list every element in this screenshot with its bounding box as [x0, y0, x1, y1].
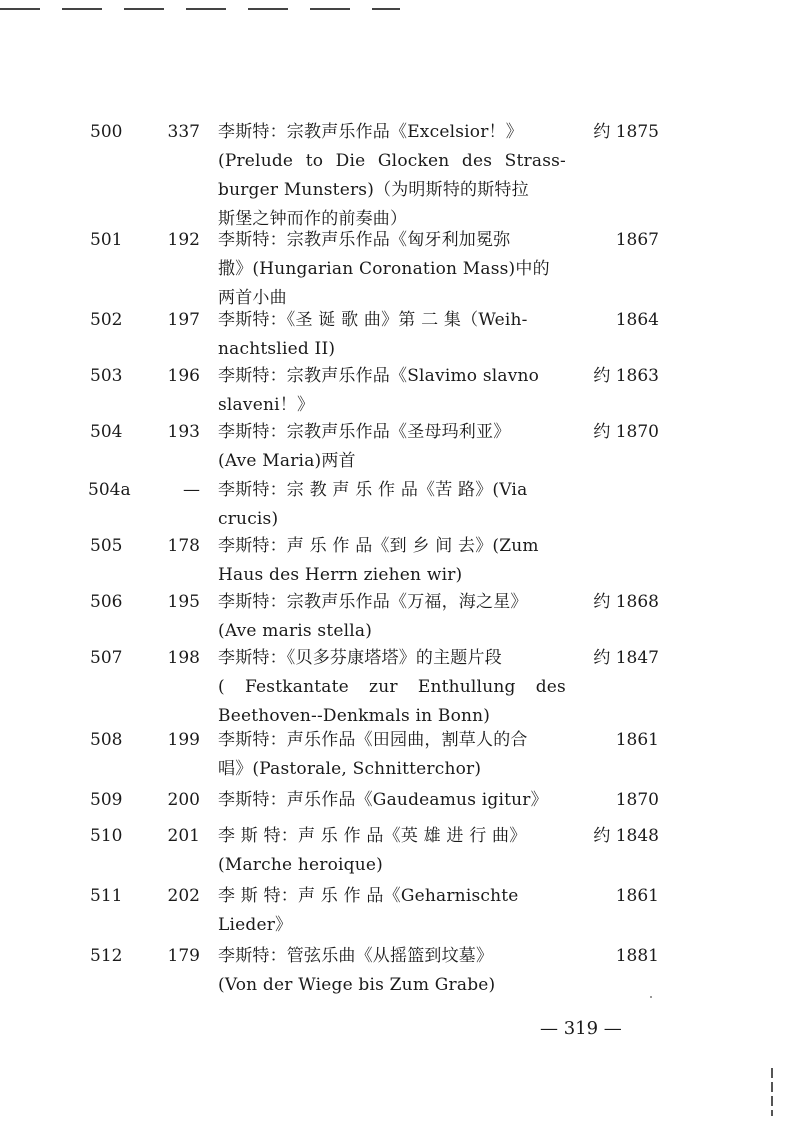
- reference-number: 198: [167, 648, 200, 668]
- description-line: (Ave Maria)两首: [218, 451, 356, 471]
- entry-year: 约 1863: [593, 366, 659, 386]
- entry-year: 约 1847: [593, 648, 659, 668]
- entry-description: [218, 476, 566, 534]
- entry-description: [218, 822, 566, 880]
- entry-description: [218, 942, 566, 1000]
- entry-description: [218, 362, 566, 420]
- reference-number: 196: [167, 366, 200, 386]
- entry-number: 511: [90, 886, 123, 906]
- entry-description: [218, 882, 566, 940]
- reference-number: 197: [167, 310, 200, 330]
- description-line: 李斯特：宗教声乐作品《Excelsior！》: [218, 122, 523, 142]
- entry-year: 1861: [615, 886, 659, 906]
- entry-year: 约 1868: [593, 592, 659, 612]
- entry-number: 505: [90, 536, 123, 556]
- entry-year: 约 1848: [593, 826, 659, 846]
- entry-description: [218, 418, 566, 476]
- description-line: burger Munsters)（为明斯特的斯特拉: [218, 180, 529, 200]
- entry-number: 501: [90, 230, 123, 250]
- entry-description: [218, 306, 566, 364]
- description-line: 斯堡之钟而作的前奏曲）: [218, 209, 408, 229]
- entry-description: [218, 588, 566, 646]
- description-line: 李斯特：宗 教 声 乐 作 品《苦 路》(Via: [218, 480, 528, 500]
- entry-year: 约 1875: [593, 122, 659, 142]
- description-line: nachtslied II): [218, 339, 336, 359]
- entry-number: 503: [90, 366, 123, 386]
- description-line: 李斯特：宗教声乐作品《圣母玛利亚》: [218, 422, 511, 442]
- entry-year: 约 1870: [593, 422, 659, 442]
- entry-year: 1864: [615, 310, 659, 330]
- entry-description: [218, 118, 566, 234]
- description-line: Haus des Herrn ziehen wir): [218, 565, 463, 585]
- description-line: crucis): [218, 509, 279, 529]
- description-line: 李斯特：宗教声乐作品《万福，海之星》: [218, 592, 528, 612]
- description-line: Lieder》: [218, 915, 293, 935]
- entry-number: 504a: [88, 480, 131, 500]
- entry-description: [218, 786, 566, 815]
- reference-number: 199: [167, 730, 200, 750]
- reference-number: 337: [167, 122, 200, 142]
- entry-number: 512: [90, 946, 123, 966]
- description-line: 李斯特：声乐作品《田园曲，割草人的合: [218, 730, 528, 750]
- reference-number: 201: [167, 826, 200, 846]
- reference-number: —: [183, 480, 200, 500]
- entry-number: 507: [90, 648, 123, 668]
- entry-number: 504: [90, 422, 123, 442]
- description-line: (Ave maris stella): [218, 621, 373, 641]
- entry-year: 1870: [615, 790, 659, 810]
- entry-description: [218, 726, 566, 784]
- description-line: (Von der Wiege bis Zum Grabe): [218, 975, 496, 995]
- description-line: Beethoven--Denkmals in Bonn): [218, 706, 491, 726]
- reference-number: 192: [167, 230, 200, 250]
- description-line: 李斯特：声 乐 作 品《到 乡 间 去》(Zum: [218, 536, 539, 556]
- reference-number: 193: [167, 422, 200, 442]
- entry-description: [218, 532, 566, 590]
- description-line: (Prelude to Die Glocken des Strass-: [218, 151, 566, 171]
- description-line: 李斯特：《圣 诞 歌 曲》第 二 集（Weih-: [218, 310, 528, 330]
- description-line: 李 斯 特：声 乐 作 品《Geharnischte: [218, 886, 519, 906]
- entry-description: [218, 644, 566, 731]
- entry-number: 510: [90, 826, 123, 846]
- description-line: 两首小曲: [218, 288, 287, 308]
- description-line: (Marche heroique): [218, 855, 383, 875]
- description-line: 撒》(Hungarian Coronation Mass)中的: [218, 259, 550, 279]
- description-line: 李斯特：管弦乐曲《从摇篮到坟墓》: [218, 946, 494, 966]
- entry-year: 1867: [615, 230, 659, 250]
- description-line: 李 斯 特：声 乐 作 品《英 雄 进 行 曲》: [218, 826, 527, 846]
- description-line: 李斯特：宗教声乐作品《Slavimo slavno: [218, 366, 540, 386]
- description-line: 李斯特：宗教声乐作品《匈牙利加冕弥: [218, 230, 511, 250]
- description-line: 李斯特：《贝多芬康塔塔》的主题片段: [218, 648, 502, 668]
- description-line: 李斯特：声乐作品《Gaudeamus igitur》: [218, 790, 548, 810]
- reference-number: 200: [167, 790, 200, 810]
- description-line: slaveni！》: [218, 395, 315, 415]
- margin-mark: [771, 1068, 773, 1116]
- entry-number: 508: [90, 730, 123, 750]
- entry-year: 1861: [615, 730, 659, 750]
- speck: [650, 996, 652, 998]
- entry-year: 1881: [615, 946, 659, 966]
- reference-number: 195: [167, 592, 200, 612]
- entry-number: 502: [90, 310, 123, 330]
- entry-number: 500: [90, 122, 123, 142]
- reference-number: 179: [167, 946, 200, 966]
- description-line: 唱》(Pastorale, Schnitterchor): [218, 759, 482, 779]
- page-number: — 319 —: [540, 1018, 622, 1039]
- entry-number: 506: [90, 592, 123, 612]
- header-rule: [0, 8, 400, 10]
- entry-number: 509: [90, 790, 123, 810]
- entry-description: [218, 226, 566, 313]
- description-line: ( Festkantate zur Enthullung des: [218, 677, 566, 697]
- reference-number: 178: [167, 536, 200, 556]
- reference-number: 202: [167, 886, 200, 906]
